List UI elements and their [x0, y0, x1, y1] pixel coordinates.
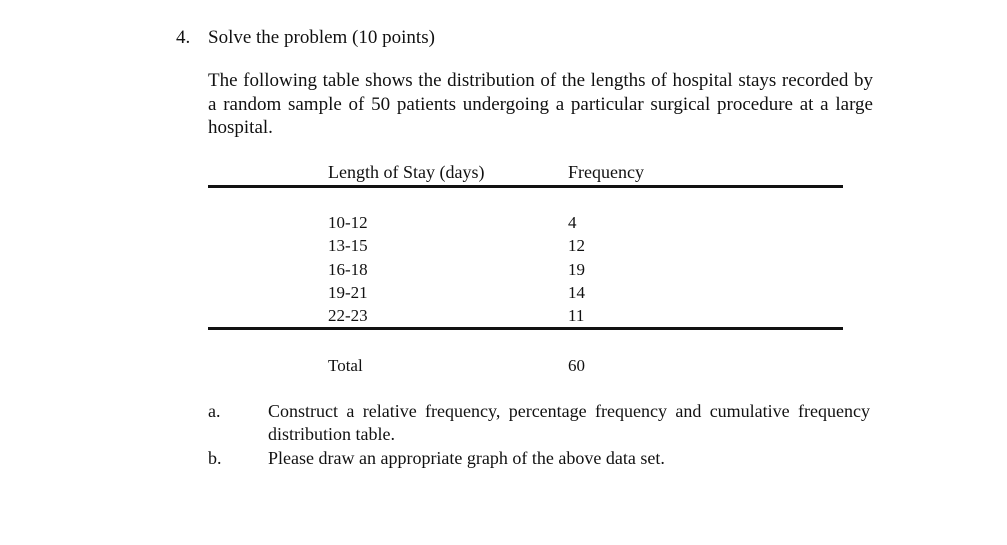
column-header-frequency: Frequency	[568, 162, 644, 182]
table-cell-frequency: 11	[568, 306, 585, 326]
total-value: 60	[568, 356, 585, 375]
table-cell-length: 10-12	[328, 213, 368, 232]
question-label: b.	[208, 448, 222, 468]
table-cell-frequency: 12	[568, 236, 585, 256]
length-column	[328, 211, 368, 327]
question-text: Construct a relative frequency, percentage frequency and cumulative frequency distribution table.	[268, 401, 870, 444]
table-cell-length: 22-23	[328, 306, 368, 326]
table-cell-frequency: 4	[568, 213, 577, 232]
question-text: Please draw an appropriate graph of the above data set.	[268, 448, 665, 468]
table-bottom-rule	[208, 327, 843, 330]
table-top-rule	[208, 185, 843, 188]
table-cell-frequency: 19	[568, 259, 585, 279]
column-header-length: Length of Stay (days)	[328, 162, 485, 182]
frequency-column	[568, 211, 585, 327]
total-label: Total	[328, 356, 363, 375]
problem-title: Solve the problem (10 points)	[208, 27, 435, 48]
table-cell-frequency: 14	[568, 282, 585, 302]
problem-intro: The following table shows the distribution of the lengths of hospital stays recorded by a random sample of 50 patients undergoing a particular surgical procedure at a large hospital.	[208, 70, 873, 138]
table-cell-length: 19-21	[328, 282, 368, 302]
question-label: a.	[208, 401, 221, 421]
table-cell-length: 13-15	[328, 236, 368, 256]
table-cell-length: 16-18	[328, 259, 368, 279]
problem-number: 4.	[176, 27, 191, 48]
